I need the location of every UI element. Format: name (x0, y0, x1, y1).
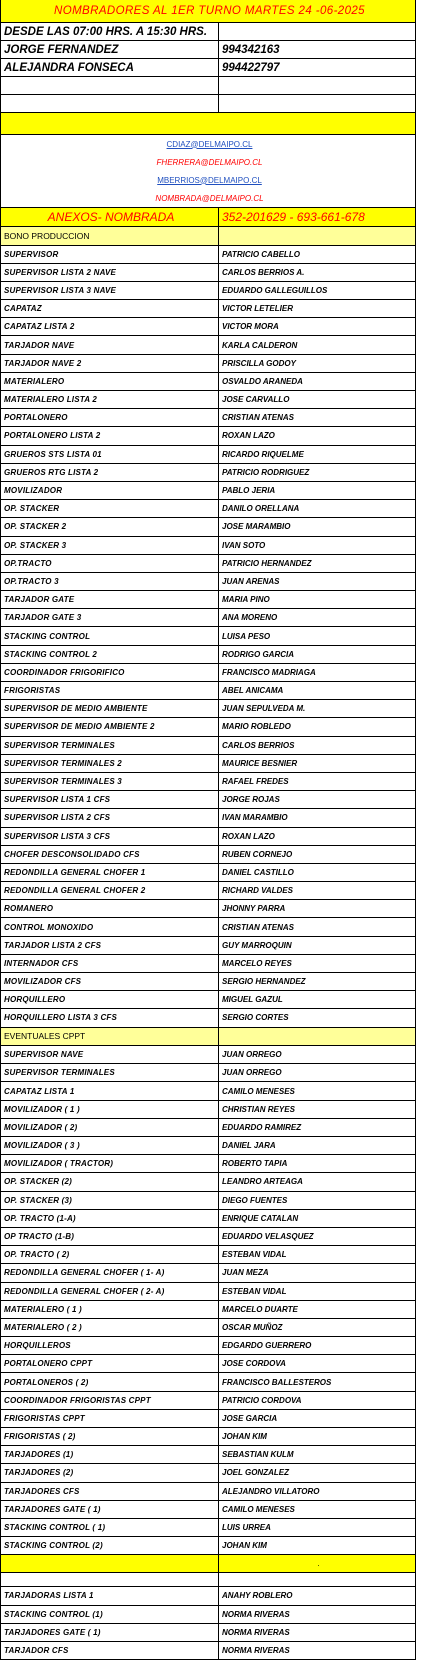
assignment-row (1, 336, 415, 354)
person-cell: DANILO ORELLANA (222, 504, 300, 514)
assignment-row (1, 300, 415, 318)
role-cell: STACKING CONTROL 2 (1, 646, 219, 663)
role-cell: REDONDILLA GENERAL CHOFER 2 (1, 882, 219, 899)
role-cell: TARJADOR CFS (1, 1642, 219, 1659)
section-title-fill (219, 227, 415, 245)
assignment-row (1, 864, 415, 882)
role-cell: STACKING CONTROL (1) (1, 1606, 219, 1623)
person-cell: IVAN SOTO (222, 540, 266, 550)
email-link[interactable]: NOMBRADA@DELMAIPO.CL (155, 193, 264, 203)
person-cell: LEANDRO ARTEAGA (222, 1177, 303, 1187)
person-cell: MAURICE BESNIER (222, 758, 298, 768)
person-cell: JUAN MEZA (222, 1268, 269, 1278)
yellow-bar (1, 113, 415, 134)
person-cell: JOEL GONZALEZ (222, 1468, 289, 1478)
assignment-row (1, 773, 415, 791)
person-cell: NORMA RIVERAS (222, 1609, 290, 1619)
role-cell: MOVILIZADOR ( TRACTOR) (1, 1155, 219, 1172)
person-cell: PATRICIO RODRIGUEZ (222, 467, 310, 477)
assignment-row (1, 1119, 415, 1137)
role-cell: HORQUILLERO LISTA 3 CFS (1, 1009, 219, 1026)
person-cell: MARIO ROBLEDO (222, 722, 291, 732)
assignment-row (1, 500, 415, 518)
role-cell: CAPATAZ LISTA 1 (1, 1082, 219, 1099)
role-cell: STACKING CONTROL (2) (1, 1537, 219, 1554)
empty-cell (1, 1573, 219, 1586)
person-cell: CARLOS BERRIOS (222, 740, 295, 750)
role-cell: HORQUILLEROS (1, 1337, 219, 1354)
role-cell: MATERIALERO (1, 373, 219, 390)
person-cell: ANA MORENO (222, 613, 278, 623)
role-cell: TARJADOR NAVE 2 (1, 355, 219, 372)
role-cell: TARJADORES GATE ( 1) (1, 1624, 219, 1641)
person-cell: OSVALDO ARANEDA (222, 376, 303, 386)
assignment-row (1, 1537, 415, 1555)
empty-cell (1, 77, 219, 94)
assignment-row (1, 391, 415, 409)
assignment-row (1, 1228, 415, 1246)
assignment-row (1, 955, 415, 973)
role-cell: TARJADOR NAVE (1, 336, 219, 353)
role-cell: OP. STACKER (3) (1, 1192, 219, 1209)
assignment-row (1, 755, 415, 773)
role-cell: MATERIALERO ( 2 ) (1, 1319, 219, 1336)
assignment-row (1, 518, 415, 536)
role-cell: INTERNADOR CFS (1, 955, 219, 972)
person-cell: CRISTIAN ATENAS (222, 413, 294, 423)
assignment-row (1, 828, 415, 846)
role-cell: OP TRACTO (1-B) (1, 1228, 219, 1245)
separator-row (1, 1555, 415, 1573)
person-cell: ROXAN LAZO (222, 431, 275, 441)
assignment-row (1, 846, 415, 864)
schedule-text: DESDE LAS 07:00 HRS. A 15:30 HRS. (1, 23, 219, 40)
section-title: EVENTUALES CPPT (1, 1028, 219, 1046)
empty-row (1, 1573, 415, 1587)
person-cell: DANIEL CASTILLO (222, 867, 294, 877)
schedule-row (1, 23, 415, 41)
person-cell: CHRISTIAN REYES (222, 1104, 295, 1114)
role-cell: TARJADOR LISTA 2 CFS (1, 937, 219, 954)
assignment-row (1, 537, 415, 555)
role-cell: FRIGORISTAS ( 2) (1, 1428, 219, 1445)
person-cell: KARLA CALDERON (222, 340, 298, 350)
assignment-row (1, 1483, 415, 1501)
assignment-row (1, 646, 415, 664)
assignment-row (1, 718, 415, 736)
empty-cell (219, 1573, 415, 1586)
assignment-row (1, 1264, 415, 1282)
assignment-row (1, 1082, 415, 1100)
empty-row (1, 95, 415, 113)
role-cell: OP.TRACTO (1, 555, 219, 572)
email-link[interactable]: CDIAZ@DELMAIPO.CL (166, 139, 253, 149)
person-cell: JUAN ORREGO (222, 1050, 282, 1060)
role-cell: PORTALONERO LISTA 2 (1, 427, 219, 444)
person-cell: EDUARDO RAMIREZ (222, 1122, 302, 1132)
assignment-row (1, 482, 415, 500)
assignment-row (1, 1392, 415, 1410)
person-cell: SERGIO CORTES (222, 1013, 289, 1023)
role-cell: SUPERVISOR LISTA 2 NAVE (1, 264, 219, 281)
assignment-row (1, 809, 415, 827)
role-cell: REDONDILLA GENERAL CHOFER ( 2- A) (1, 1283, 219, 1300)
person-cell: MARCELO DUARTE (222, 1304, 298, 1314)
assignment-row (1, 1101, 415, 1119)
assignment-row (1, 1246, 415, 1264)
person-cell: RUBEN CORNEJO (222, 849, 293, 859)
role-cell: HORQUILLERO (1, 991, 219, 1008)
assignment-row (1, 882, 415, 900)
assignment-row (1, 1624, 415, 1642)
sections-container (1, 227, 415, 1555)
assignment-row (1, 264, 415, 282)
role-cell: CONTROL MONOXIDO (1, 918, 219, 935)
role-cell: COORDINADOR FRIGORIFICO (1, 664, 219, 681)
role-cell: OP. STACKER (1, 500, 219, 517)
assignment-row (1, 1137, 415, 1155)
person-cell: EDUARDO VELASQUEZ (222, 1232, 314, 1242)
contact-name: ALEJANDRA FONSECA (1, 59, 219, 76)
assignment-row (1, 409, 415, 427)
person-cell: CAMILO MENESES (222, 1504, 295, 1514)
assignment-row (1, 627, 415, 645)
role-cell: SUPERVISOR DE MEDIO AMBIENTE (1, 700, 219, 717)
role-cell: CHOFER DESCONSOLIDADO CFS (1, 846, 219, 863)
person-cell: CAMILO MENESES (222, 1086, 295, 1096)
role-cell: SUPERVISOR LISTA 2 CFS (1, 809, 219, 826)
person-cell: JORGE ROJAS (222, 795, 280, 805)
person-cell: RICARDO RIQUELME (222, 449, 304, 459)
assignment-row (1, 682, 415, 700)
role-cell: OP.TRACTO 3 (1, 573, 219, 590)
role-cell: TARJADORES CFS (1, 1483, 219, 1500)
person-cell: PABLO JERIA (222, 486, 276, 496)
role-cell: STACKING CONTROL ( 1) (1, 1519, 219, 1536)
role-cell: SUPERVISOR NAVE (1, 1046, 219, 1063)
role-cell: MATERIALERO LISTA 2 (1, 391, 219, 408)
sheet-title: NOMBRADORES AL 1ER TURNO MARTES 24 -06-2025 (1, 0, 415, 22)
role-cell: GRUEROS STS LISTA 01 (1, 446, 219, 463)
person-cell: JOSE CARVALLO (222, 395, 290, 405)
assignment-row (1, 282, 415, 300)
assignment-row (1, 1373, 415, 1391)
yellow-bar-row (1, 113, 415, 135)
role-cell: SUPERVISOR TERMINALES (1, 737, 219, 754)
person-cell: MARIA PINO (222, 595, 270, 605)
role-cell: ROMANERO (1, 900, 219, 917)
assignment-row (1, 555, 415, 573)
assignment-row (1, 1319, 415, 1337)
assignment-row (1, 991, 415, 1009)
person-cell: JOHAN KIM (222, 1541, 267, 1551)
assignment-row (1, 1446, 415, 1464)
assignment-row (1, 318, 415, 336)
person-cell: VICTOR MORA (222, 322, 279, 332)
section-title-fill (219, 1028, 415, 1046)
person-cell: JHONNY PARRA (222, 904, 286, 914)
contact-phone: 994422797 (222, 61, 280, 74)
role-cell: REDONDILLA GENERAL CHOFER ( 1- A) (1, 1264, 219, 1281)
person-cell: FRANCISCO BALLESTEROS (222, 1377, 332, 1387)
person-cell: RICHARD VALDES (222, 886, 293, 896)
assignment-row (1, 900, 415, 918)
role-cell: MOVILIZADOR CFS (1, 973, 219, 990)
person-cell: VICTOR LETELIER (222, 304, 293, 314)
role-cell: MOVILIZADOR ( 2) (1, 1119, 219, 1136)
person-cell: ALEJANDRO VILLATORO (222, 1486, 320, 1496)
person-cell: GUY MARROQUIN (222, 940, 292, 950)
assignment-row (1, 1155, 415, 1173)
assignment-row (1, 1501, 415, 1519)
email-row (1, 153, 415, 171)
person-cell: PATRICIO CORDOVA (222, 1395, 302, 1405)
role-cell: CAPATAZ (1, 300, 219, 317)
assignment-row (1, 973, 415, 991)
person-cell: MIGUEL GAZUL (222, 995, 283, 1005)
assignment-row (1, 1606, 415, 1624)
assignment-row (1, 446, 415, 464)
empty-cell (219, 77, 415, 94)
role-cell: SUPERVISOR TERMINALES (1, 1064, 219, 1081)
role-cell: PORTALONERO CPPT (1, 1355, 219, 1372)
assignment-row (1, 591, 415, 609)
role-cell: TARJADORES (1) (1, 1446, 219, 1463)
person-cell: NORMA RIVERAS (222, 1645, 290, 1655)
section-header-row (1, 227, 415, 246)
role-cell: OP. TRACTO ( 2) (1, 1246, 219, 1263)
empty-cell (219, 95, 415, 112)
person-cell: ESTEBAN VIDAL (222, 1250, 287, 1260)
person-cell: PATRICIO HERNANDEZ (222, 558, 312, 568)
assignment-row (1, 427, 415, 445)
email-link[interactable]: FHERRERA@DELMAIPO.CL (156, 157, 263, 167)
person-cell: JOSE CORDOVA (222, 1359, 286, 1369)
person-cell: NORMA RIVERAS (222, 1627, 290, 1637)
section-title: BONO PRODUCCION (1, 227, 219, 245)
separator-mark: . (317, 1559, 320, 1569)
person-cell: CRISTIAN ATENAS (222, 922, 294, 932)
role-cell: FRIGORISTAS CPPT (1, 1410, 219, 1427)
assignment-row (1, 1355, 415, 1373)
role-cell: REDONDILLA GENERAL CHOFER 1 (1, 864, 219, 881)
assignment-row (1, 246, 415, 264)
person-cell: JOSE MARAMBIO (222, 522, 291, 532)
person-cell: LUIS URREA (222, 1523, 271, 1533)
assignment-row (1, 609, 415, 627)
role-cell: FRIGORISTAS (1, 682, 219, 699)
title-row (1, 0, 415, 23)
anexos-phones: 352-201629 - 693-661-678 (219, 208, 415, 226)
assignment-row (1, 1464, 415, 1482)
contact-phone: 994342163 (222, 43, 280, 56)
assignment-row (1, 1064, 415, 1082)
assignment-row (1, 355, 415, 373)
role-cell: SUPERVISOR DE MEDIO AMBIENTE 2 (1, 718, 219, 735)
role-cell: MATERIALERO ( 1 ) (1, 1301, 219, 1318)
email-row (1, 135, 415, 153)
assignment-row (1, 1210, 415, 1228)
assignment-row (1, 464, 415, 482)
role-cell: GRUEROS RTG LISTA 2 (1, 464, 219, 481)
person-cell: PRISCILLA GODOY (222, 358, 296, 368)
person-cell: JOHAN KIM (222, 1432, 267, 1442)
role-cell: OP. STACKER 2 (1, 518, 219, 535)
person-cell: CARLOS BERRIOS A. (222, 267, 305, 277)
person-cell: DIEGO FUENTES (222, 1195, 288, 1205)
person-cell: RODRIGO GARCIA (222, 649, 294, 659)
assignment-row (1, 573, 415, 591)
person-cell: MARCELO REYES (222, 958, 292, 968)
person-cell: JUAN ARENAS (222, 576, 280, 586)
assignment-row (1, 1301, 415, 1319)
role-cell: SUPERVISOR TERMINALES 3 (1, 773, 219, 790)
separator-cell (1, 1555, 219, 1572)
contact-name: JORGE FERNANDEZ (1, 41, 219, 58)
assignment-row (1, 664, 415, 682)
role-cell: COORDINADOR FRIGORISTAS CPPT (1, 1392, 219, 1409)
person-cell: RAFAEL FREDES (222, 777, 289, 787)
role-cell: MOVILIZADOR (1, 482, 219, 499)
role-cell: TARJADORAS LISTA 1 (1, 1587, 219, 1604)
role-cell: CAPATAZ LISTA 2 (1, 318, 219, 335)
assignment-row (1, 1587, 415, 1605)
person-cell: EDGARDO GUERRERO (222, 1341, 312, 1351)
anexos-row (1, 208, 415, 227)
contact-row (1, 59, 415, 77)
role-cell: SUPERVISOR (1, 246, 219, 263)
empty-cell (1, 95, 219, 112)
person-cell: ANAHY ROBLERO (222, 1591, 293, 1601)
role-cell: TARJADOR GATE 3 (1, 609, 219, 626)
assignment-row (1, 1428, 415, 1446)
role-cell: TARJADORES (2) (1, 1464, 219, 1481)
person-cell: JUAN ORREGO (222, 1068, 282, 1078)
assignment-row (1, 737, 415, 755)
role-cell: SUPERVISOR LISTA 3 NAVE (1, 282, 219, 299)
person-cell: ROBERTO TAPIA (222, 1159, 288, 1169)
person-cell: DANIEL JARA (222, 1141, 276, 1151)
assignment-row (1, 791, 415, 809)
assignment-row (1, 918, 415, 936)
role-cell: MOVILIZADOR ( 1 ) (1, 1101, 219, 1118)
role-cell: PORTALONERO (1, 409, 219, 426)
anexos-label: ANEXOS- NOMBRADA (1, 208, 219, 226)
assignment-row (1, 1337, 415, 1355)
final-rows-container (1, 1587, 415, 1660)
assignment-row (1, 937, 415, 955)
role-cell: PORTALONEROS ( 2) (1, 1373, 219, 1390)
person-cell: ENRIQUE CATALAN (222, 1213, 299, 1223)
person-cell: ESTEBAN VIDAL (222, 1286, 287, 1296)
assignment-row (1, 1046, 415, 1064)
role-cell: SUPERVISOR LISTA 3 CFS (1, 828, 219, 845)
contact-row (1, 41, 415, 59)
role-cell: OP. STACKER (2) (1, 1173, 219, 1190)
person-cell: FRANCISCO MADRIAGA (222, 667, 316, 677)
person-cell: SEBASTIAN KULM (222, 1450, 294, 1460)
role-cell: OP. STACKER 3 (1, 537, 219, 554)
assignment-row (1, 1283, 415, 1301)
email-row (1, 171, 415, 189)
person-cell: ABEL ANICAMA (222, 686, 284, 696)
role-cell: SUPERVISOR TERMINALES 2 (1, 755, 219, 772)
role-cell: STACKING CONTROL (1, 627, 219, 644)
assignment-row (1, 1519, 415, 1537)
person-cell: EDUARDO GALLEGUILLOS (222, 285, 328, 295)
assignment-row (1, 1192, 415, 1210)
person-cell: JUAN SEPULVEDA M. (222, 704, 306, 714)
person-cell: PATRICIO CABELLO (222, 249, 300, 259)
role-cell: SUPERVISOR LISTA 1 CFS (1, 791, 219, 808)
email-row (1, 189, 415, 208)
person-cell: JOSE GARCIA (222, 1413, 278, 1423)
person-cell: OSCAR MUÑOZ (222, 1322, 283, 1332)
assignment-row (1, 700, 415, 718)
role-cell: MOVILIZADOR ( 3 ) (1, 1137, 219, 1154)
assignment-row (1, 1173, 415, 1191)
schedule-value (219, 23, 415, 40)
assignment-row (1, 373, 415, 391)
person-cell: SERGIO HERNANDEZ (222, 977, 306, 987)
person-cell: LUISA PESO (222, 631, 271, 641)
role-cell: TARJADOR GATE (1, 591, 219, 608)
empty-row (1, 77, 415, 95)
person-cell: IVAN MARAMBIO (222, 813, 288, 823)
email-link[interactable]: MBERRIOS@DELMAIPO.CL (157, 175, 262, 185)
assignment-row (1, 1642, 415, 1660)
section-header-row (1, 1028, 415, 1047)
role-cell: TARJADORES GATE ( 1) (1, 1501, 219, 1518)
assignment-row (1, 1009, 415, 1027)
assignment-row (1, 1410, 415, 1428)
role-cell: OP. TRACTO (1-A) (1, 1210, 219, 1227)
person-cell: ROXAN LAZO (222, 831, 275, 841)
